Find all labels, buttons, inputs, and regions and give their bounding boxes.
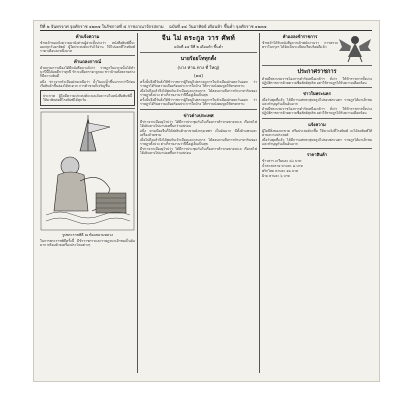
newspaper-title: จีน ไม่ ตระกูล วาร ศัพท์	[161, 34, 236, 42]
official-notice-heading: คำแถลงข้าราชการ	[282, 34, 318, 39]
column-right	[262, 33, 372, 377]
column-divider-1	[137, 33, 138, 373]
column-middle	[140, 33, 257, 377]
garuda-emblem-icon	[338, 33, 372, 63]
price-line: พริกไทย หาบละ ๑๒ บาท	[262, 169, 299, 174]
announcement-heading: แจ้งความ	[308, 121, 326, 127]
statement-text: ด้วยกรมการเมืองได้มีหนังสือมาแจ้งว่า ราษฎรในแขวงนั้นได้ทำนาปีนี้ได้ผลดีกว่าทุกปี ข้าวเปลือกราคาถูกลง ชาวบ้านทั้งหลายต่างก็มีความยินดี	[40, 66, 135, 79]
divider	[262, 148, 372, 149]
divider	[40, 108, 135, 109]
government-announcement-text: ด้วยมีพระบรมราชโองการดำรัสเหนือเกล้าฯ สั่งว่า ให้ข้าราชการทั้งปวงปฏิบัติราชการด้วยความซื่อสัตย์สุจริต อย่าให้ราษฎรได้รับความเดือดร้อน	[262, 77, 372, 86]
notice-heading: คำแจ้งความ	[75, 35, 100, 40]
divider	[140, 52, 257, 53]
masthead	[40, 23, 372, 30]
divider	[40, 55, 135, 56]
price-line: ข้าวสาร เกวียนละ ๔๐ บาท	[262, 158, 302, 163]
ceremony-illustration	[40, 111, 135, 231]
masthead-left: ปีที่ ๒ จันทรจาศ จุลศักราช ๑๒๓๗ ในรัชกาลที่ ๕ ราชอาณาจักรสยาม	[40, 24, 164, 29]
divider	[262, 65, 372, 66]
statement-heading: คำแถลงการณ์	[73, 60, 102, 66]
newspaper-page	[33, 20, 380, 382]
notice-text: ข้าพเจ้าขอแจ้งความมายังท่านผู้อ่านทั้งปวงว่า หนังสือพิมพ์นี้จะออกทุกวันอาทิตย์ ผู้ใดประสงค์จะรับไว้อ่าน ให้ไปบอกที่โรงพิมพ์ ราคาเดือนละหนึ่งบาท	[40, 41, 135, 54]
city-news-text-2: ด้วยมีพระบรมราชโองการดำรัสเหนือเกล้าฯ สั่งว่า ให้ข้าราชการทั้งปวงปฏิบัติราชการด้วยความซื่อสัตย์สุจริต อย่าให้ราษฎรได้รับความเดือดร้อน	[262, 107, 372, 116]
masthead-right: ฉบับที่ ๑๔ วันอาทิตย์ เดือนห้า ขึ้นค่ำ จุลศักราช ๑๒๓๗	[168, 24, 267, 29]
foreign-news-text-3: เมื่อไปถึงแล้วจึงได้พบกับเจ้าเมืองและกรมการ ได้สอบถามถึงการทำมาหากินของราษฎรทั้งปวง ต่างก็รายงานว่าปีนี้อยู่เย็นเป็นสุข	[140, 137, 257, 147]
city-news-text: เมื่อวันพุธที่แล้ว ได้มีการแห่พระพุทธรูปไปรอบพระนคร ราษฎรได้มาเฝ้าชมและทำบุญกันเป็นอันมาก	[262, 98, 372, 107]
article-title: นายร้อยโททุกตั้ง	[180, 56, 217, 62]
illustration-text: ในการพระราชพิธีครั้งนี้ มีข้าราชการและราษฎรมาเฝ้าชมเป็นอันมาก พร้อมด้วยเครื่องประโคมต่างๆ	[40, 238, 135, 248]
advertisement-text: ประกาศ ผู้ใดมีความประสงค์จะลงแจ้งความในหนังสือพิมพ์นี้ ให้มาติดต่อที่โรงพิมพ์ได้ทุกวัน	[43, 93, 132, 102]
official-notice-text: ข้าพเจ้าได้รับหนังสือจากเจ้าพนักงานว่า การตรวจตราในกรุงฯ ได้จัดเป็นระเบียบเรียบร้อยดีแล้ว	[262, 41, 338, 50]
price-line: น้ำตาลทราย หาบละ ๘ บาท	[262, 164, 303, 169]
announcement-text-2: เมื่อวันพุธที่แล้ว ได้มีการแห่พระพุทธรูปไปรอบพระนคร ราษฎรได้มาเฝ้าชมและทำบุญกันเป็นอันมาก	[262, 137, 372, 146]
masthead-rule	[40, 30, 372, 31]
column-left	[40, 33, 135, 377]
divider	[262, 87, 372, 88]
announcement-text: ผู้ใดมีสิ่งของจะขาย หรือประสงค์จะซื้อ ให้มาแจ้งที่โรงพิมพ์ จะได้ลงพิมพ์ให้ตามความประสงค์	[262, 128, 372, 137]
foreign-news-text-4: มีข่าวจากเมืองยุโรปว่า ได้มีการประชุมกันในเรื่องการค้าขายทางทะเล เรือกลไฟได้เดินทางไปมาบ่อยขึ้นกว่าแต่ก่อน	[140, 147, 257, 156]
foreign-news-text-2: อนึ่ง ทางเมืองจีนก็ได้ส่งสินค้ามาขายยังกรุงเทพฯ เป็นอันมาก มีทั้งผ้าแพรและเครื่องถ้วยชาม	[140, 128, 257, 137]
divider	[140, 109, 257, 110]
statement-text-2: อนึ่ง ข่าวจากหัวเมืองฝ่ายเหนือว่า น้ำในแม่น้ำขึ้นมากกว่าปีก่อน เรือสินค้าขึ้นล่องได้สะดวก การค้าขายก็เจริญขึ้น	[40, 79, 135, 88]
article-text-1-cont: ครั้งนั้นจึงมีรับสั่งให้ข้าราชการผู้ใหญ่ไปตรวจดูการในหัวเมืองฝ่ายตะวันออก ว่าราษฎรได้รับความเดือดร้อนประการใดบ้าง ให้กราบบังคมทูลให้ทรงทราบ	[140, 98, 257, 107]
city-news-heading: ข่าวในพระนคร	[303, 91, 331, 97]
article-text-1: ครั้งนั้นจึงมีรับสั่งให้ข้าราชการผู้ใหญ่ไปตรวจดูการในหัวเมืองฝ่ายตะวันออก ว่าราษฎรได้รับความเดือดร้อนประการใดบ้าง ให้กราบบังคมทูลให้ทรงทราบ	[140, 80, 257, 89]
illustration-caption: รูปพระราชพิธี ณ ท้องสนามหลวง	[62, 232, 113, 237]
divider	[262, 118, 372, 119]
article-text-2: เมื่อไปถึงแล้วจึงได้พบกับเจ้าเมืองและกรมการ ได้สอบถามถึงการทำมาหากินของราษฎรทั้งปวง ต่างก็รายงานว่าปีนี้อยู่เย็นเป็นสุข	[140, 89, 257, 98]
advertisement-box	[40, 90, 135, 106]
column-divider-2	[259, 33, 260, 373]
prices-heading: ราคาสินค้า	[306, 151, 328, 157]
price-line: ฝ้าย หาบละ ๖ บาท	[262, 174, 290, 179]
foreign-news-text-1: มีข่าวจากเมืองยุโรปว่า ได้มีการประชุมกันในเรื่องการค้าขายทางทะเล เรือกลไฟได้เดินทางไปมาบ่อยขึ้นกว่าแต่ก่อน	[140, 119, 257, 128]
foreign-news-heading: ข่าวต่างประเทศ	[183, 113, 214, 119]
article-number: (๑๔)	[193, 73, 204, 78]
issue-line: ฉบับที่ ๑๔ ปีที่ ๒ เดือนห้า ขึ้นค่ำ	[173, 45, 223, 49]
government-announcement-heading: ประกาศราชการ	[297, 69, 337, 75]
article-subtitle: (บาง ท่าน ทาง ที่ ใหญ่)	[177, 65, 220, 70]
